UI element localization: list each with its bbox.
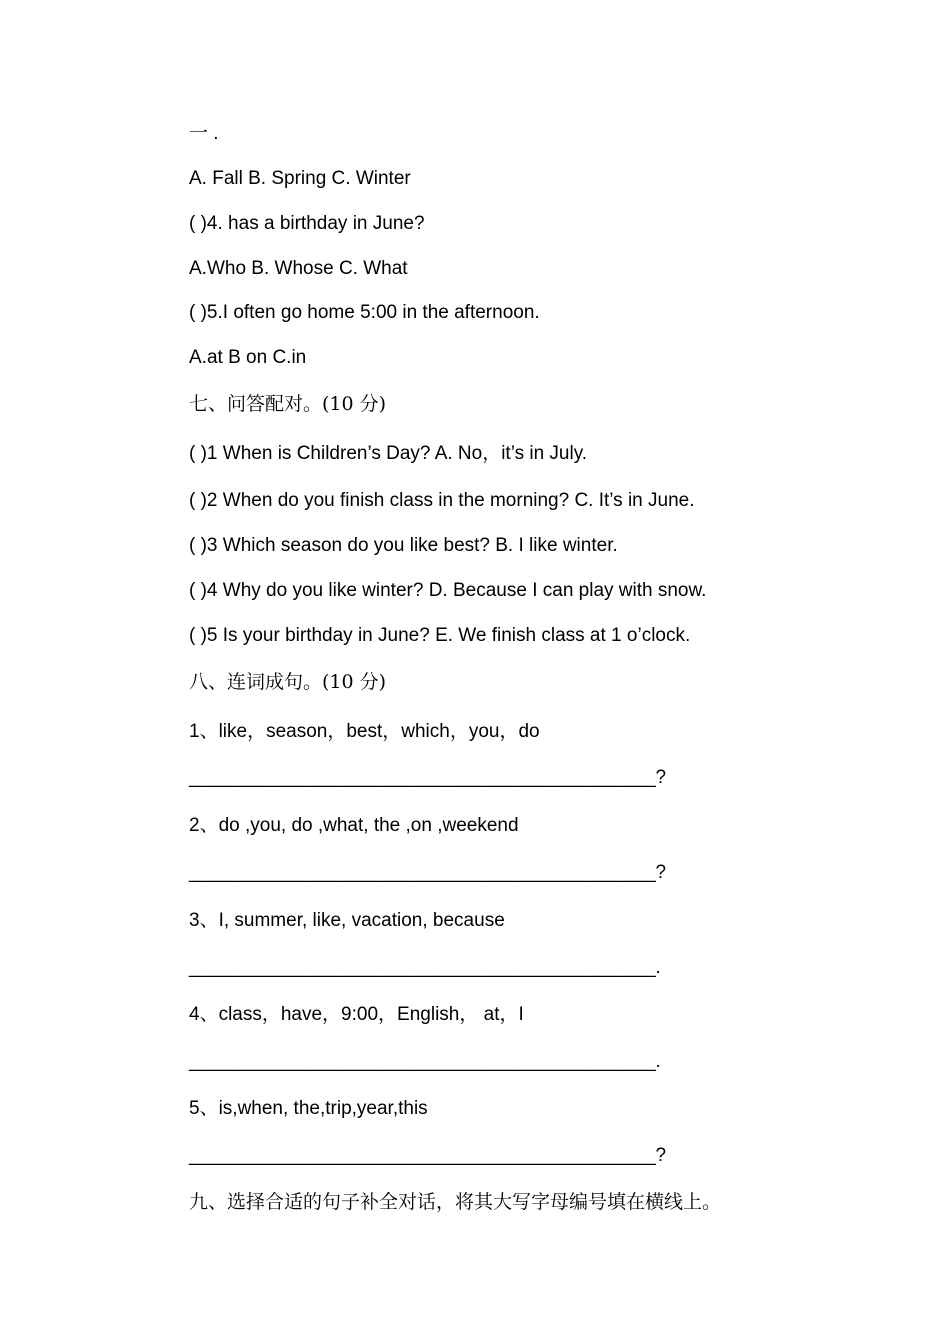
section8-item-1-answer-line: _____________________________________________? [189, 767, 666, 788]
q4-options: A.Who B. Whose C. What [189, 258, 408, 279]
section8-item-4-words: 4、class，have，9:00，English， at，I [189, 1004, 524, 1025]
section7-item-5: ( )5 Is your birthday in June? E. We finish class at 1 o’clock. [189, 625, 691, 646]
top-mark: 一 . [189, 123, 219, 144]
section8-item-5-answer-line: _____________________________________________? [189, 1145, 666, 1166]
q5-options: A.at B on C.in [189, 347, 307, 368]
section8-item-2-answer-line: _____________________________________________? [189, 862, 666, 883]
section8-item-1-words: 1、like，season，best，which，you，do [189, 721, 540, 742]
section9-heading: 九、选择合适的句子补全对话，将其大写字母编号填在横线上。 [189, 1191, 722, 1213]
section7-item-4: ( )4 Why do you like winter? D. Because I can play with snow. [189, 580, 707, 601]
section7-heading: 七、问答配对。(10 分) [189, 393, 387, 415]
section8-item-2-words: 2、do ,you, do ,what, the ,on ,weekend [189, 815, 519, 836]
section7-item-2: ( )2 When do you finish class in the morning? C. It’s in June. [189, 490, 695, 511]
section7-item-1: ( )1 When is Children’s Day? A. No，it’s in July. [189, 443, 588, 464]
q4-question: ( )4. has a birthday in June? [189, 213, 425, 234]
section7-item-3: ( )3 Which season do you like best? B. I like winter. [189, 535, 618, 556]
section8-item-3-words: 3、I, summer, like, vacation, because [189, 910, 505, 931]
section8-item-5-words: 5、is,when, the,trip,year,this [189, 1098, 428, 1119]
section8-item-3-answer-line: _____________________________________________. [189, 957, 661, 978]
q5-question: ( )5.I often go home 5:00 in the afternoon. [189, 302, 540, 323]
section8-heading: 八、连词成句。(10 分) [189, 671, 387, 693]
q3-options: A. Fall B. Spring C. Winter [189, 168, 411, 189]
section8-item-4-answer-line: _____________________________________________. [189, 1051, 661, 1072]
